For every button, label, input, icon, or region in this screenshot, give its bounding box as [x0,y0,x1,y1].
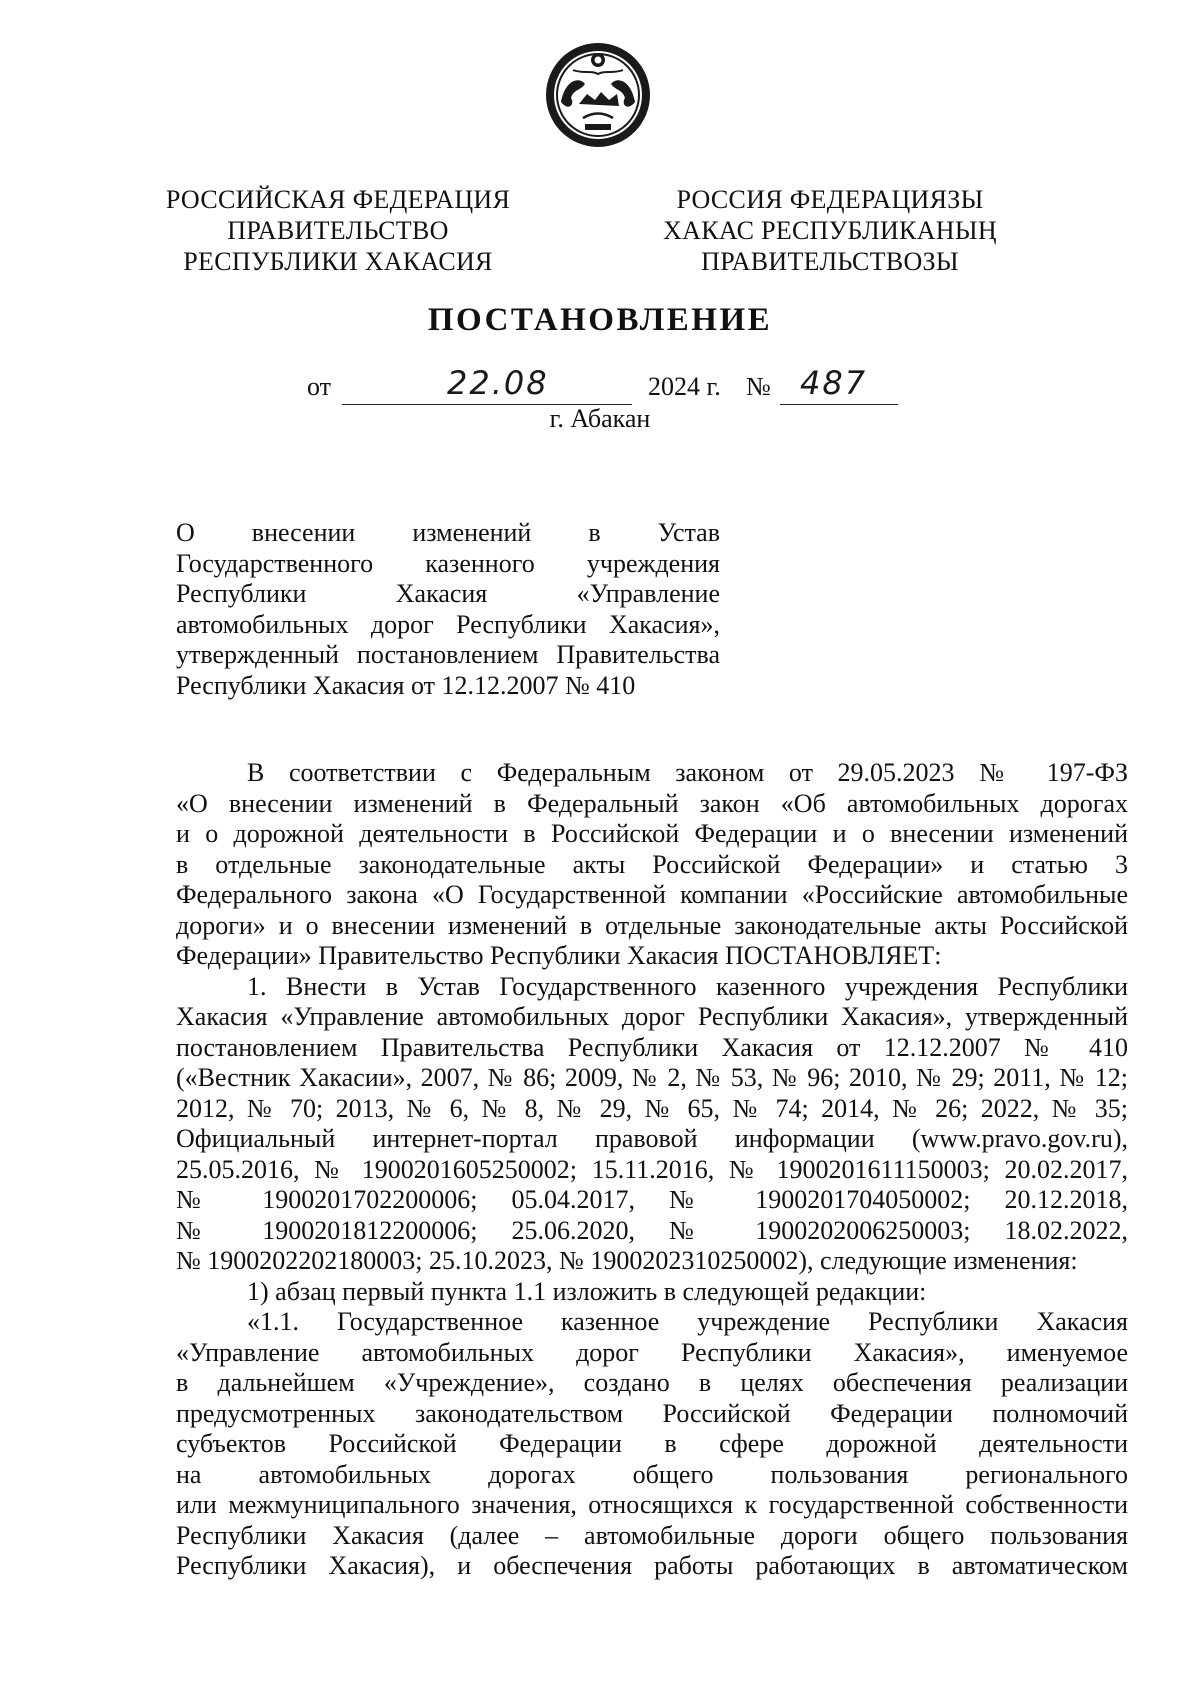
body-line: Республики Хакасия (далее – автомобильные дороги общего пользования [176,1520,1128,1550]
header-left [158,184,518,277]
handwritten-number: 487 [800,364,868,402]
header-right-line: ПРАВИТЕЛЬСТВОЗЫ [701,247,959,276]
body-line: 1) абзац первый пункта 1.1 изложить в следующей редакции: [247,1276,927,1306]
body-line: «1.1. Государственное казенное учреждение Республики Хакасия [247,1307,1128,1336]
header-right-line: РОССИЯ ФЕДЕРАЦИЯЗЫ [676,185,984,214]
body-line: В соответствии с Федеральным законом от 29.05.2023 № 197-ФЗ [247,758,1128,787]
body-line: 25.05.2016, № 1900201605250002; 15.11.2016, № 1900201611150003; 20.02.2017, [176,1154,1128,1184]
body-line: «Управление автомобильных дорог Республики Хакасия», именуемое [176,1337,1128,1367]
body-line: Республики Хакасия), и обеспечения работы работающих в автоматическом [176,1551,1128,1580]
body-line: и о дорожной деятельности в Российской Федерации и о внесении изменений [176,819,1128,848]
body-text [176,758,1128,1582]
body-line: в дальнейшем «Учреждение», создано в целях обеспечения реализации [176,1368,1128,1397]
body-line: предусмотренных законодательством Российской Федерации полномочий [176,1398,1128,1428]
subject-line: Государственного казенного учреждения [176,548,720,578]
date-prefix: от [307,372,332,401]
body-line: 1. Внести в Устав Государственного казенного учреждения Республики [247,971,1128,1001]
header-left-line: РОССИЙСКАЯ ФЕДЕРАЦИЯ [165,185,511,214]
body-line: субъектов Российской Федерации в сфере дорожной деятельности [176,1429,1128,1458]
year-label: 2024 г. [648,372,721,401]
body-line: Федерации» Правительство Республики Хакасия ПОСТАНОВЛЯЕТ: [176,941,942,970]
body-line: постановлением Правительства Республики Хакасия от 12.12.2007 № 410 [176,1032,1128,1062]
body-line: 2012, № 70; 2013, № 6, № 8, № 29, № 65, № 74; 2014, № 26; 2022, № 35; [176,1093,1128,1123]
subject-line: О внесении изменений в Устав [176,518,720,547]
body-line: Хакасия «Управление автомобильных дорог Республики Хакасия», утвержденный [176,1002,1128,1031]
body-line: Федерального закона «О Государственной компании «Российские автомобильные [176,880,1128,909]
subject-block [176,518,720,701]
handwritten-date: 22.08 [447,364,549,402]
number-sign: № [746,372,771,401]
subject-line: Республики Хакасия «Управление [176,579,720,608]
subject-line: утвержденный постановлением Правительства [176,640,720,669]
body-line: в отдельные законодательные акты Российской Федерации» и статью 3 [176,849,1128,879]
body-line: № 1900202202180003; 25.10.2023, № 1900202310250002), следующие изменения: [176,1246,1078,1275]
body-line: на автомобильных дорогах общего пользования регионального [176,1459,1128,1489]
date-number-line [0,364,1200,408]
body-line: Официальный интернет-портал правовой информации (www.pravo.gov.ru), [176,1124,1128,1153]
subject-line: Республики Хакасия от 12.12.2007 № 410 [176,670,636,700]
header-right [650,184,1010,277]
header-left-line: ПРАВИТЕЛЬСТВО [227,216,449,245]
document-title: ПОСТАНОВЛЕНИЕ [427,302,773,338]
body-line: № 1900201702200006; 05.04.2017, № 1900201704050002; 20.12.2018, [176,1185,1128,1214]
subject-line: автомобильных дорог Республики Хакасия», [176,609,720,639]
body-line: № 1900201812200006; 25.06.2020, № 1900202006250003; 18.02.2022, [176,1215,1128,1245]
body-line: или межмуниципального значения, относящихся к государственной собственности [176,1490,1128,1519]
city: г. Абакан [549,404,651,433]
coat-of-arms-emblem [543,40,653,150]
header-right-line: ХАКАС РЕСПУБЛИКАНЫҢ [663,216,997,245]
body-line: дороги» и о внесении изменений в отдельные законодательные акты Российской [176,910,1128,940]
header-left-line: РЕСПУБЛИКИ ХАКАСИЯ [183,247,493,276]
body-line: («Вестник Хакасии», 2007, № 86; 2009, № 2, № 53, № 96; 2010, № 29; 2011, № 12; [176,1063,1128,1092]
body-line: «О внесении изменений в Федеральный закон «Об автомобильных дорогах [176,788,1128,818]
